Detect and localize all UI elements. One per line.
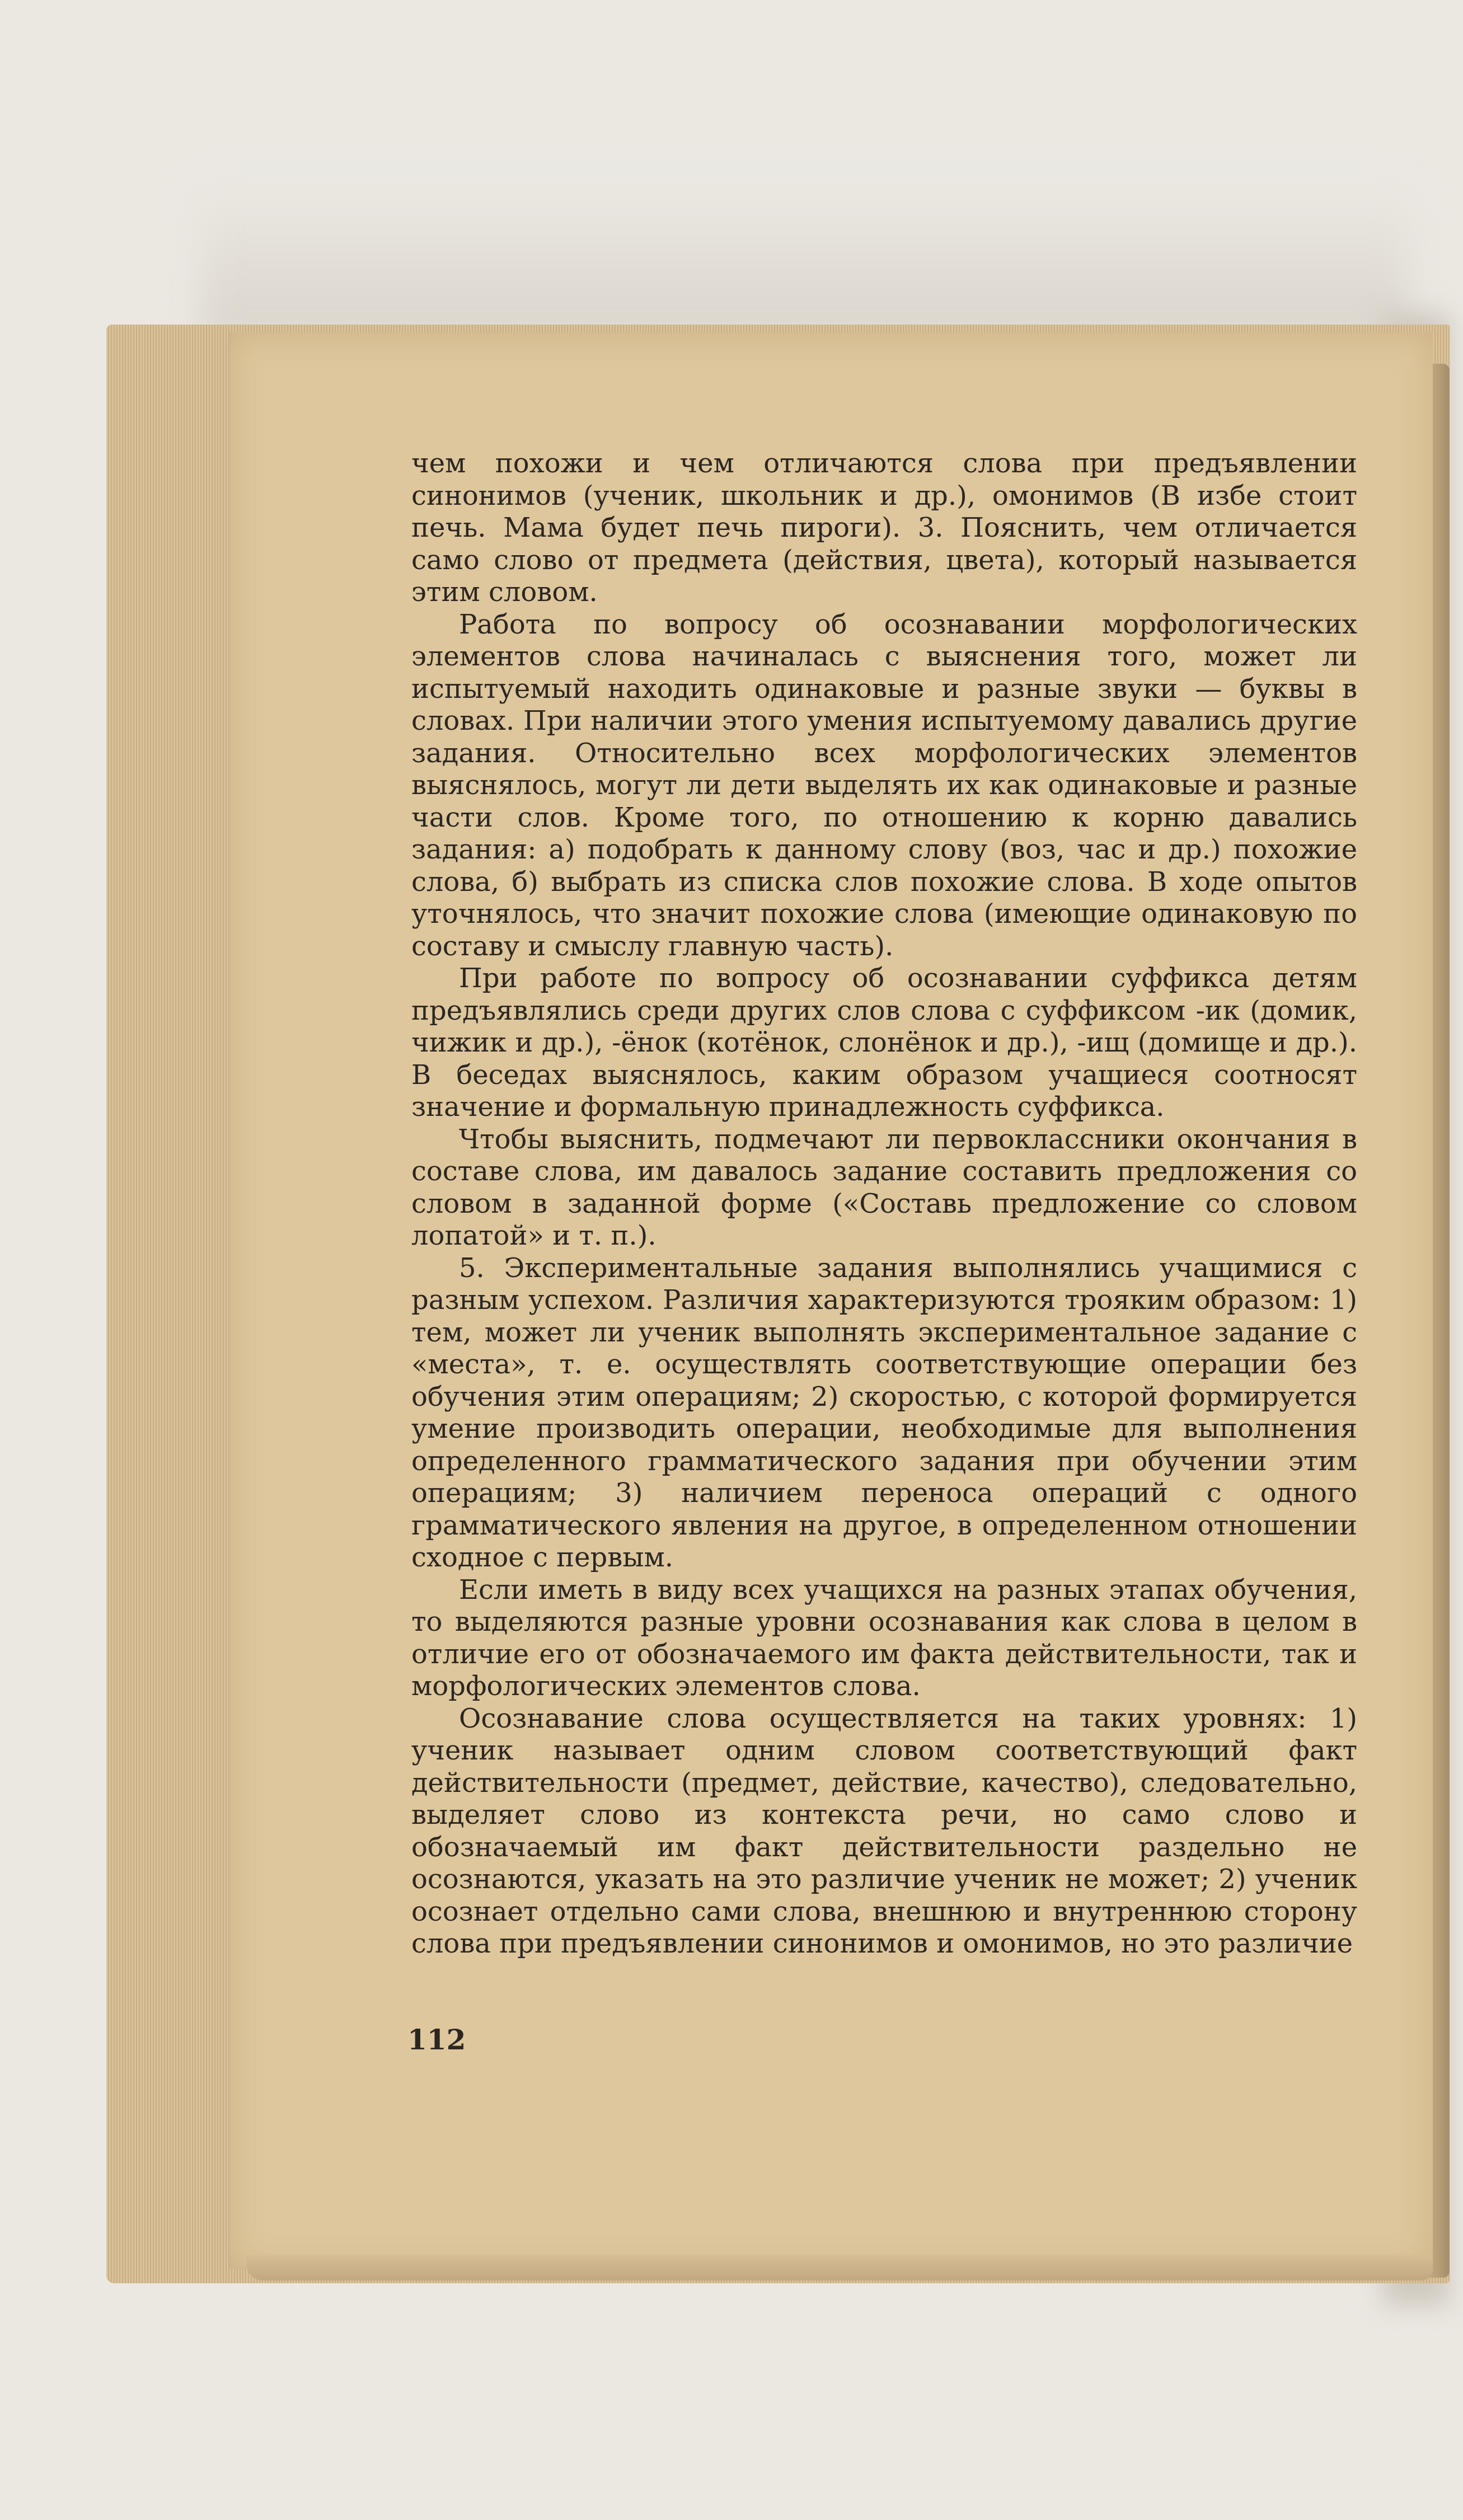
paragraph: Работа по вопросу об осознавании морфологических элементов слова начиналась с выяснения того, может ли испытуемый находить одинаковые и разные звуки — буквы в словах. При наличии этого умения испытуемому давались другие задания. Относительно всех морфологических элементов выяснялось, могут ли дети выделять их как одинаковые и разные части слов. Кроме того, по отношению к корню давались задания: а) подобрать к данному слову (воз, час и др.) похожие слова, б) выбрать из списка слов похожие слова. В ходе опытов уточнялось, что значит похожие слова (имеющие одинаковую по составу и смыслу главную часть). bbox=[411, 608, 1357, 962]
page-number: 112 bbox=[407, 2023, 466, 2056]
background-shadow bbox=[201, 185, 1410, 341]
paragraph: Осознавание слова осуществляется на таких уровнях: 1) ученик называет одним словом соответствующий факт действительности (предмет, действие, качество), следовательно, выделяет слово из контекста речи, но само слово и обозначаемый им факт действительности раздельно не осознаются, указать на это различие ученик не может; 2) ученик осознает отдельно сами слова, внешнюю и внутреннюю сторону слова при предъявлении синонимов и омонимов, но это различие bbox=[411, 1702, 1357, 1959]
paragraph: 5. Экспериментальные задания выполнялись учащимися с разным успехом. Различия характеризуются трояким образом: 1) тем, может ли ученик выполнять экспериментальное задание с «места», т. е. осуществлять соответствующие операции без обучения этим операциям; 2) скоростью, с которой формируется умение производить операции, необходимые для выполнения определенного грамматического задания при обучении этим операциям; 3) наличием переноса операций с одного грамматического явления на другое, в определенном отношении сходное с первым. bbox=[411, 1252, 1357, 1573]
paragraph: При работе по вопросу об осознавании суффикса детям предъявлялись среди других слов слова с суффиксом -ик (домик, чижик и др.), -ёнок (котёнок, слонёнок и др.), -ищ (домище и др.). В беседах выяснялось, каким образом учащиеся соотносят значение и формальную принадлежность суффикса. bbox=[411, 963, 1357, 1123]
paragraph: Если иметь в виду всех учащихся на разных этапах обучения, то выделяются разные уровни осознавания как слова в целом в отличие его от обозначаемого им факта действительности, так и морфологических элементов слова. bbox=[411, 1574, 1357, 1702]
paragraph: чем похожи и чем отличаются слова при предъявлении синонимов (ученик, школьник и др.), омонимов (В избе стоит печь. Мама будет печь пироги). 3. Пояснить, чем отличается само слово от предмета (действия, цвета), который называется этим словом. bbox=[411, 448, 1357, 608]
paragraph: Чтобы выяснить, подмечают ли первоклассники окончания в составе слова, им давалось задание составить предложения со словом в заданной форме («Составь предложение со словом лопатой» и т. п.). bbox=[411, 1123, 1357, 1251]
page-text bbox=[411, 448, 1357, 1960]
book-bottom-edge bbox=[246, 2255, 1433, 2280]
